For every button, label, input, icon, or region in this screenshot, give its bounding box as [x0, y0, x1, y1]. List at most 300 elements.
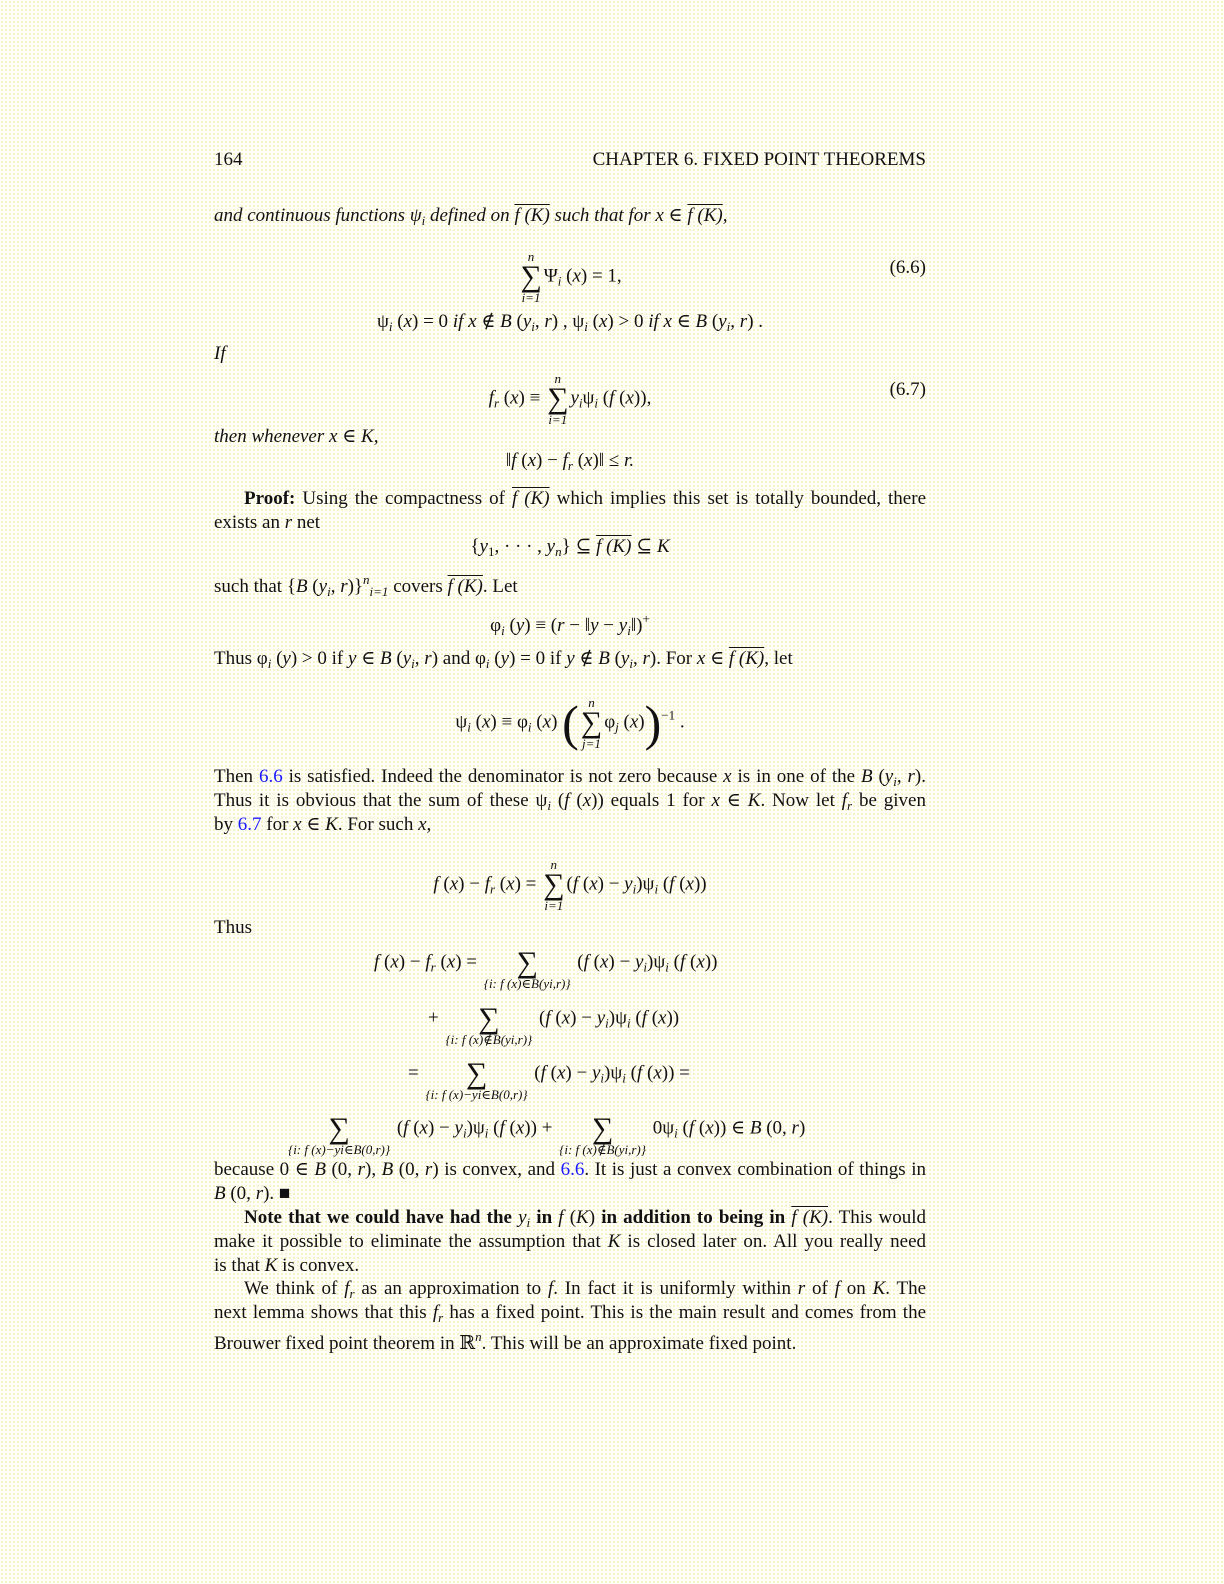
- equation-reference-link[interactable]: 6.7: [237, 814, 262, 835]
- text-run: r: [847, 798, 853, 813]
- text-run: Thus: [214, 917, 252, 938]
- text-run: f: [344, 1278, 350, 1299]
- text-run: exists an: [214, 512, 285, 533]
- text-run: ) −: [565, 1062, 592, 1084]
- summation: [520, 250, 541, 304]
- text-run: (: [534, 1007, 546, 1029]
- text-line: [214, 511, 926, 535]
- text-run: i: [388, 319, 393, 334]
- summation: [581, 696, 602, 750]
- text-run: ) = 0: [412, 311, 453, 332]
- text-run: (: [489, 648, 501, 669]
- text-run: y: [884, 766, 894, 787]
- text-run: i: [547, 798, 552, 813]
- text-run: i: [578, 395, 583, 411]
- text-run: B: [695, 311, 708, 332]
- text-run: y: [348, 648, 357, 669]
- text-run: (: [572, 951, 584, 973]
- text-run: for: [261, 814, 294, 835]
- text-run: (: [658, 873, 670, 895]
- text-run: i: [594, 395, 599, 411]
- text-run: (: [609, 648, 621, 669]
- text-run: (: [566, 873, 573, 895]
- text-run: Then: [214, 766, 259, 787]
- text-run: f (K): [791, 1207, 829, 1228]
- text-run: f: [545, 1007, 551, 1029]
- text-run: as an approximation to: [354, 1278, 548, 1299]
- text-run: i: [527, 719, 532, 735]
- text-run: ) −: [398, 951, 426, 973]
- text-run: f (K): [687, 205, 723, 226]
- equation: [214, 607, 926, 643]
- text-run: {: [470, 536, 480, 557]
- text-run: i: [421, 213, 426, 228]
- equation-label: (6.6): [889, 257, 926, 278]
- text-run: i: [531, 319, 535, 334]
- equation-6-7: [214, 372, 926, 426]
- text-run: f: [488, 387, 494, 409]
- text-run: f: [374, 951, 380, 973]
- text-run: y: [620, 648, 630, 669]
- text-run: r: [489, 881, 496, 897]
- text-run: y: [282, 648, 291, 669]
- text-run: y: [718, 311, 727, 332]
- text-run: ) −: [570, 1007, 597, 1029]
- text-run: )) equals 1 for: [591, 790, 712, 811]
- text-run: i: [627, 623, 631, 638]
- text-run: K: [576, 1207, 589, 1228]
- text-run: ),: [365, 1159, 382, 1180]
- text-run: y: [570, 387, 579, 409]
- text-run: make it possible to eliminate the assumption that: [214, 1231, 608, 1252]
- text-run: n: [475, 1329, 482, 1344]
- text-run: f: [425, 951, 431, 973]
- text-run: f: [841, 790, 848, 811]
- text-run: i: [411, 656, 415, 671]
- sum-upper-limit: n: [550, 857, 558, 872]
- text-run: ): [588, 1207, 602, 1228]
- text-run: Note that we could have had the: [244, 1207, 519, 1228]
- text-run: (: [529, 1062, 541, 1084]
- text-run: y: [518, 1207, 527, 1228]
- text-run: y: [454, 1117, 463, 1139]
- text-run: (: [435, 951, 447, 973]
- text-run: B: [598, 648, 610, 669]
- equation: [214, 858, 926, 912]
- text-run: r: [424, 648, 432, 669]
- text-run: +: [642, 611, 650, 626]
- text-run: (: [499, 387, 511, 409]
- text-run: y: [591, 1062, 601, 1084]
- text-run: in: [530, 1207, 559, 1228]
- text-run: f: [572, 873, 579, 895]
- text-run: because 0 ∈: [214, 1159, 315, 1180]
- text-run: ,: [632, 648, 643, 669]
- text-run: (: [614, 387, 626, 409]
- sigma-symbol: ∑: [547, 382, 569, 415]
- text-run: ) is convex, and: [432, 1159, 561, 1180]
- text-run: (: [685, 951, 697, 973]
- text-run: f: [547, 1278, 554, 1299]
- text-run: y: [546, 536, 556, 557]
- text-run: x: [589, 873, 598, 895]
- text-run: (: [561, 265, 573, 287]
- text-run: (: [551, 790, 565, 811]
- text-run: is closed later on. All you really need: [620, 1231, 926, 1252]
- text-run: φ: [604, 711, 616, 733]
- text-run: ): [644, 695, 662, 751]
- sum-lower-limit: {i: f (x)∉B(yi,r)}: [445, 1032, 533, 1047]
- text-run: x: [625, 387, 634, 409]
- sigma-symbol: ∑: [478, 1002, 500, 1035]
- text-run: x: [653, 1062, 662, 1084]
- text-run: f (K): [728, 648, 765, 669]
- text-run: )): [704, 951, 718, 973]
- text-run: ,: [722, 205, 728, 226]
- text-run: i: [267, 656, 272, 671]
- text-run: (0,: [761, 1117, 792, 1139]
- text-run: x: [705, 1117, 714, 1139]
- equation-reference-link[interactable]: 6.6: [258, 766, 283, 787]
- summation: [559, 1102, 646, 1156]
- sum-lower-limit: i=1: [521, 290, 541, 305]
- text-run: (: [674, 873, 686, 895]
- text-run: is in one of the: [731, 766, 861, 787]
- text-run: Thus it is obvious that the sum of these ψ: [214, 790, 548, 811]
- equation: [214, 696, 926, 750]
- text-run: Ψ: [543, 265, 558, 287]
- text-run: (0,: [225, 1183, 256, 1204]
- text-run: K: [607, 1231, 621, 1252]
- text-run: x: [572, 265, 581, 287]
- text-line: [214, 1158, 926, 1182]
- text-run: x: [599, 951, 609, 973]
- text-run: Using the compactness of: [295, 488, 512, 509]
- text-run: x: [696, 648, 706, 669]
- text-run: x: [390, 951, 399, 973]
- text-run: (: [625, 1062, 637, 1084]
- text-run: −: [598, 615, 619, 636]
- text-run: x: [510, 387, 519, 409]
- text-run: ) > 0 if: [290, 648, 349, 669]
- text-run: is satisfied. Indeed the denominator is not zero because: [282, 766, 724, 787]
- text-run: i: [462, 1125, 467, 1141]
- text-run: . This will be an approximate fixed point.: [481, 1333, 797, 1354]
- text-run: i: [643, 959, 648, 975]
- text-run: Brouwer fixed point theorem in ℝ: [214, 1333, 476, 1354]
- text-run: r: [642, 648, 650, 669]
- text-run: f: [564, 790, 570, 811]
- sigma-symbol: ∑: [465, 1057, 488, 1090]
- text-run: y: [515, 615, 525, 636]
- summation: [288, 1102, 390, 1156]
- text-run: f (K): [596, 536, 632, 557]
- text-run: (: [504, 1117, 516, 1139]
- sigma-symbol: ∑: [580, 706, 603, 739]
- text-run: ) −: [597, 873, 625, 895]
- text-run: (: [668, 951, 680, 973]
- text-run: ) =: [514, 873, 542, 895]
- text-run: x: [658, 1007, 667, 1029]
- equation: [286, 1102, 805, 1156]
- text-run: . Let: [482, 576, 518, 597]
- text-run: r: [544, 311, 552, 332]
- text-run: ψ: [455, 711, 468, 733]
- text-run: is convex.: [277, 1255, 360, 1276]
- text-run: f: [583, 951, 589, 973]
- text-run: K: [325, 814, 338, 835]
- summation: [484, 936, 571, 990]
- summation: [547, 372, 568, 426]
- text-run: K: [747, 790, 761, 811]
- text-run: ) ≡ (: [524, 615, 558, 636]
- text-run: is that: [214, 1255, 265, 1276]
- text-run: (0,: [325, 1159, 358, 1180]
- text-run: (: [572, 450, 585, 471]
- text-run: . The: [885, 1278, 927, 1299]
- text-run: i: [893, 774, 897, 789]
- text-run: B: [749, 1117, 762, 1139]
- text-run: x: [419, 1117, 428, 1139]
- text-run: i: [484, 1125, 489, 1141]
- text-run: r: [255, 1183, 264, 1204]
- text-run: x: [711, 790, 720, 811]
- text-run: ) =: [455, 951, 482, 973]
- text-run: f: [562, 450, 568, 471]
- sigma-symbol: ∑: [543, 868, 565, 901]
- text-run: ‖: [505, 450, 512, 471]
- text-run: y: [624, 873, 633, 895]
- text-run: (: [408, 1117, 420, 1139]
- text-run: i: [584, 319, 588, 334]
- sum-upper-limit: n: [527, 249, 535, 264]
- text-run: i: [485, 656, 490, 671]
- text-run: (: [511, 311, 523, 332]
- text-run: r: [357, 1159, 366, 1180]
- text-run: (: [694, 1117, 706, 1139]
- text-run: )) =: [661, 1062, 690, 1084]
- text-line: [214, 647, 926, 676]
- text-run: Thus φ: [214, 648, 268, 669]
- equation-reference-link[interactable]: 6.6: [560, 1159, 585, 1180]
- text-run: f: [540, 1062, 546, 1084]
- text-line: [214, 813, 926, 837]
- text-run: by: [214, 814, 238, 835]
- text-run: ): [551, 711, 563, 733]
- sigma-symbol: ∑: [328, 1112, 350, 1145]
- text-run: f: [636, 1062, 643, 1084]
- text-run: i: [674, 1125, 678, 1141]
- text-run: i: [600, 1070, 605, 1086]
- text-run: (: [516, 450, 528, 471]
- text-run: r: [557, 615, 565, 636]
- text-run: } ⊆: [561, 536, 597, 557]
- text-run: (: [488, 1117, 500, 1139]
- text-run: x: [655, 205, 664, 226]
- chapter-title: CHAPTER 6. FIXED POINT THEOREMS: [592, 149, 926, 170]
- text-run: ) = 0 if: [509, 648, 567, 669]
- text-run: , · · · ,: [494, 536, 547, 557]
- text-run: , let: [764, 648, 793, 669]
- text-run: B: [500, 311, 512, 332]
- text-run: ‖): [630, 615, 643, 636]
- text-run: ∈: [719, 790, 748, 811]
- text-run: (: [495, 873, 507, 895]
- text-run: r: [438, 1310, 444, 1325]
- text-run: ): [798, 1117, 806, 1139]
- text-run: K: [264, 1255, 278, 1276]
- text-run: next lemma shows that this: [214, 1302, 433, 1323]
- text-run: (: [618, 711, 630, 733]
- text-run: f: [558, 1207, 564, 1228]
- text-run: )‖ ≤: [592, 450, 625, 471]
- text-run: (: [531, 711, 543, 733]
- text-run: ,: [414, 648, 425, 669]
- text-run: ∈: [301, 814, 326, 835]
- text-run: f (K): [511, 488, 550, 509]
- text-run: r: [284, 512, 293, 533]
- text-run: (: [587, 311, 599, 332]
- text-run: x: [582, 790, 592, 811]
- sum-lower-limit: i=1: [544, 898, 564, 913]
- equation: [408, 1047, 690, 1101]
- text-run: x: [293, 814, 302, 835]
- text-run: f (K): [447, 576, 483, 597]
- equation: [428, 992, 679, 1046]
- text-run: .: [675, 711, 685, 733]
- text-run: (: [438, 873, 450, 895]
- text-run: ∉: [476, 311, 501, 332]
- text-run: B: [295, 576, 308, 597]
- text-run: i: [605, 1015, 609, 1031]
- text-run: x: [506, 873, 515, 895]
- text-run: B: [860, 766, 873, 787]
- text-line: [214, 1182, 926, 1206]
- text-run: (: [504, 615, 516, 636]
- sigma-symbol: ∑: [516, 946, 538, 979]
- text-run: We think of: [244, 1278, 345, 1299]
- text-run: i: [467, 719, 471, 735]
- text-run: (: [642, 1062, 654, 1084]
- sigma-symbol: ∑: [520, 260, 542, 293]
- text-run: i=1: [369, 584, 389, 599]
- text-run: if x: [648, 311, 672, 332]
- text-run: i: [327, 584, 331, 599]
- sum-lower-limit: {i: f (x)−yi∈B(0,r)}: [425, 1087, 528, 1102]
- text-run: net: [292, 512, 321, 533]
- text-run: i: [629, 656, 633, 671]
- text-run: r: [797, 1278, 806, 1299]
- text-run: y: [402, 648, 412, 669]
- text-run: 0ψ: [647, 1117, 675, 1139]
- text-run: (: [307, 576, 319, 597]
- text-run: ) .: [747, 311, 764, 332]
- sum-lower-limit: {i: f (x)∉B(yi,r)}: [559, 1142, 646, 1157]
- text-line: [214, 487, 926, 511]
- text-run: x: [561, 1007, 571, 1029]
- text-run: (: [578, 873, 590, 895]
- text-run: r: [739, 311, 748, 332]
- text-run: ) and φ: [431, 648, 486, 669]
- text-run: K,: [361, 426, 379, 447]
- text-run: f: [641, 1007, 647, 1029]
- text-run: y: [590, 615, 599, 636]
- text-run: (: [677, 1117, 689, 1139]
- text-run: x,: [418, 814, 432, 835]
- text-run: f (K): [514, 205, 550, 226]
- text-run: x: [556, 1062, 566, 1084]
- equation: [214, 310, 926, 339]
- text-run: f: [609, 387, 615, 409]
- text-run: . For such: [337, 814, 419, 835]
- text-run: K: [656, 536, 670, 557]
- equation: [214, 449, 926, 478]
- sum-lower-limit: i=1: [548, 412, 568, 427]
- text-run: )ψ: [466, 1117, 485, 1139]
- text-run: ,: [330, 576, 341, 597]
- text-run: y: [634, 951, 644, 973]
- text-run: i: [654, 881, 659, 897]
- text-run: x: [696, 951, 705, 973]
- text-run: y: [318, 576, 328, 597]
- text-run: − ‖: [564, 615, 591, 636]
- text-run: ∉: [574, 648, 599, 669]
- text-run: ) −: [427, 1117, 455, 1139]
- text-run: )ψ: [647, 951, 666, 973]
- text-run: j: [615, 719, 619, 735]
- text-run: i: [622, 1070, 626, 1086]
- text-run: ψ: [582, 387, 595, 409]
- text-run: then whenever: [214, 426, 330, 447]
- text-run: y: [500, 648, 510, 669]
- text-run: n: [363, 572, 370, 587]
- text-run: f: [511, 450, 517, 471]
- text-run: ψ: [376, 311, 389, 332]
- text-run: x: [598, 311, 608, 332]
- sum-lower-limit: {i: f (x)∈B(yi,r)}: [483, 976, 571, 991]
- text-run: )) +: [524, 1117, 558, 1139]
- page-header: [214, 148, 926, 172]
- text-run: r: [493, 395, 499, 411]
- text-run: ,: [730, 311, 740, 332]
- text-line: [214, 1254, 926, 1278]
- text-run: ⊆: [631, 536, 657, 557]
- text-run: ) −: [608, 951, 635, 973]
- text-run: ). For: [649, 648, 697, 669]
- text-run: (: [379, 951, 391, 973]
- text-run: (: [271, 648, 283, 669]
- text-run: f: [499, 1117, 505, 1139]
- equation-6-6: [214, 250, 926, 304]
- text-run: be given: [852, 790, 926, 811]
- text-run: ,: [896, 766, 908, 787]
- text-run: and continuous functions: [214, 205, 410, 226]
- equation: [214, 535, 926, 564]
- text-run: r: [424, 1159, 433, 1180]
- equation-label: (6.7): [889, 379, 926, 400]
- text-run: ) = 1,: [580, 265, 622, 287]
- text-run: r: [340, 576, 348, 597]
- text-run: . Now let: [760, 790, 842, 811]
- text-run: y: [566, 648, 575, 669]
- text-run: x: [584, 450, 593, 471]
- text-run: )}: [347, 576, 364, 597]
- text-run: f: [669, 873, 675, 895]
- text-run: )ψ: [604, 1062, 623, 1084]
- sum-upper-limit: n: [554, 371, 561, 386]
- text-run: . In fact it is uniformly within: [553, 1278, 798, 1299]
- sum-lower-limit: j=1: [582, 736, 601, 751]
